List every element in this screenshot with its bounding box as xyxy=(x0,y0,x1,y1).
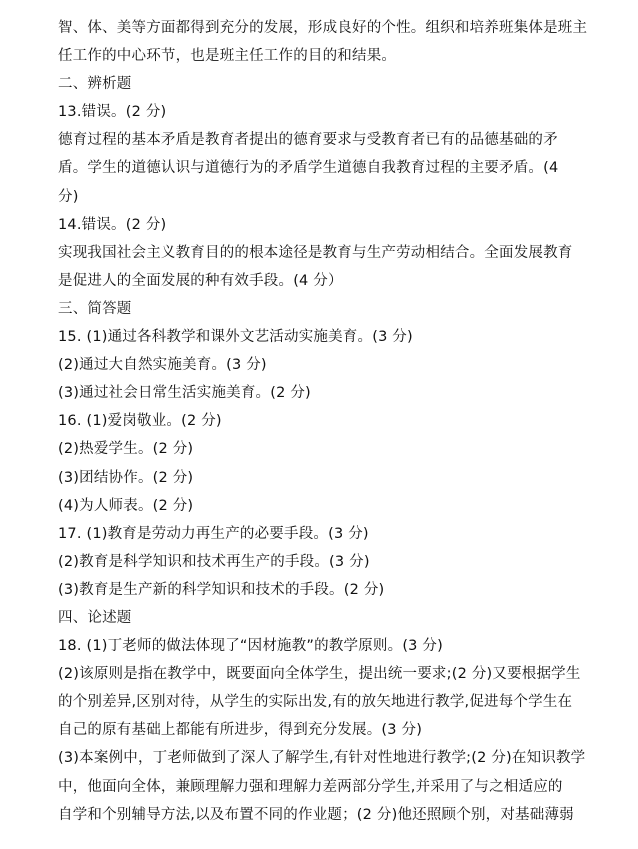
answer-16-item-3: (3)团结协作。(2 分) xyxy=(58,469,194,486)
answer-17-item-1: 17. (1)教育是劳动力再生产的必要手段。(3 分) xyxy=(58,525,369,542)
section-heading-jianda: 三、简答题 xyxy=(58,300,132,317)
answer-15-item-3: (3)通过社会日常生活实施美育。(2 分) xyxy=(58,385,311,402)
text-line-2: 任工作的中心环节，也是班主任工作的目的和结果。 xyxy=(58,48,397,65)
answer-17-item-2: (2)教育是科学知识和技术再生产的手段。(3 分) xyxy=(58,553,370,570)
answer-13-line-2: 盾。学生的道德认识与道德行为的矛盾学生道德自我教育过程的主要矛盾。(4 xyxy=(58,160,559,177)
section-heading-lunshu: 四、论述题 xyxy=(58,609,132,626)
answer-14-line-1: 实现我国社会主义教育目的的根本途径是教育与生产劳动相结合。全面发展教育 xyxy=(58,244,573,261)
answer-18-item-3-line-2: 中，他面向全体，兼顾理解力强和理解力差两部分学生,并采用了与之相适应的 xyxy=(58,778,563,795)
answer-16-item-2: (2)热爱学生。(2 分) xyxy=(58,441,194,458)
answer-13-title: 13.错误。(2 分) xyxy=(58,104,167,121)
section-heading-bianxi: 二、辨析题 xyxy=(58,76,132,93)
answer-15-item-2: (2)通过大自然实施美育。(3 分) xyxy=(58,357,267,374)
answer-17-item-3: (3)教育是生产新的科学知识和技术的手段。(2 分) xyxy=(58,581,385,598)
answer-14-line-2: 是促进人的全面发展的种有效手段。(4 分） xyxy=(58,272,343,289)
answer-16-item-4: (4)为人师表。(2 分) xyxy=(58,497,194,514)
answer-18-item-3-line-3: 自学和个别辅导方法,以及布置不同的作业题；(2 分)他还照顾个别，对基础薄弱 xyxy=(58,806,574,823)
answer-13-line-3: 分) xyxy=(58,188,79,205)
answer-13-line-1: 德育过程的基本矛盾是教育者提出的德育要求与受教育者已有的品德基础的矛 xyxy=(58,132,558,149)
answer-15-item-1: 15. (1)通过各科教学和课外文艺活动实施美育。(3 分) xyxy=(58,329,413,346)
answer-18-item-1: 18. (1)丁老师的做法体现了“因材施教”的教学原则。(3 分) xyxy=(58,638,443,655)
text-line-1: 智、体、美等方面都得到充分的发展，形成良好的个性。组织和培养班集体是班主 xyxy=(58,20,588,36)
answer-18-item-2-line-3: 自己的原有基础上都能有所进步，得到充分发展。(3 分) xyxy=(58,722,423,739)
answer-18-item-2-line-1: (2)该原则是指在教学中，既要面向全体学生，提出统一要求;(2 分)又要根据学生 xyxy=(58,666,581,683)
answer-16-item-1: 16. (1)爱岗敬业。(2 分) xyxy=(58,413,222,430)
answer-18-item-3-line-1: (3)本案例中，丁老师做到了深人了解学生,有针对性地进行教学;(2 分)在知识教学 xyxy=(58,750,586,767)
answer-14-title: 14.错误。(2 分) xyxy=(58,216,167,233)
answer-18-item-2-line-2: 的个别差异,区别对待，从学生的实际出发,有的放矢地进行教学,促进每个学生在 xyxy=(58,694,573,711)
